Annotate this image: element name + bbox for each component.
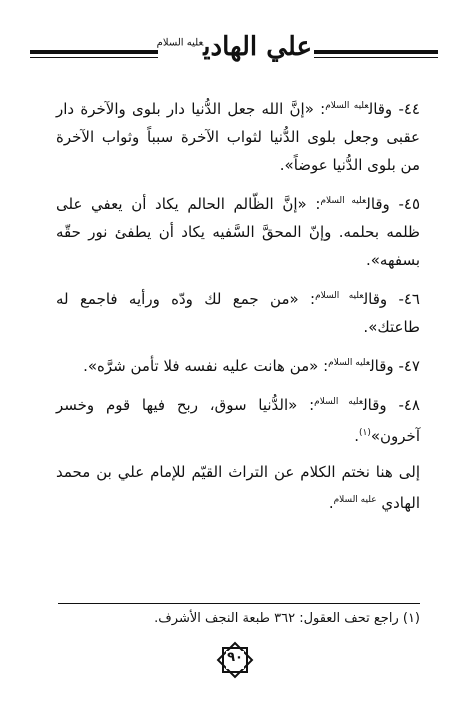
closing-tail: . xyxy=(328,494,334,512)
header-rule-left-thin xyxy=(30,57,158,58)
running-title-honorific: عليه السلام xyxy=(156,37,204,49)
saying-text: : «إنَّ الله جعل الدُّنيا دار بلوى والآخرة دار عقبى وجعل بلوى الدُّنيا لثواب الآخرة سبباً وثواب الآخرة من بلوى الدُّنيا عوضاً». xyxy=(56,100,420,174)
page-number: ٩٠ xyxy=(227,650,243,665)
saying-text: : «إنَّ الظّالم الحالم يكاد أن يعفي على ظلمه بحلمه. وإنّ المحقَّ السَّفيه يكاد أن يطفئ نور حقّه بسفهه». xyxy=(56,195,420,269)
saying-number: ٤٥- xyxy=(398,195,421,213)
saying-47 xyxy=(56,349,420,380)
honorific-mark: عليه السلام xyxy=(328,358,371,368)
saying-44 xyxy=(56,92,420,179)
header-rule-right xyxy=(314,50,438,54)
saying-45 xyxy=(56,187,420,274)
honorific-mark: عليه السلام xyxy=(315,291,364,301)
honorific-mark: عليه السلام xyxy=(320,196,367,206)
saying-intro: وقال xyxy=(366,195,390,213)
saying-number: ٤٨- xyxy=(398,396,420,414)
saying-intro: وقال xyxy=(363,396,387,414)
footnote-reference[interactable]: (١) xyxy=(358,428,371,438)
page-header xyxy=(30,28,438,78)
footnote: (١) راجع تحف العقول: ٣٦٢ طبعة النجف الأشرف. xyxy=(154,611,420,626)
saying-text: : «الدُّنيا سوق، ربح فيها قوم وخسر آخرون» xyxy=(56,396,420,445)
header-rule-left xyxy=(30,50,158,54)
saying-number: ٤٤- xyxy=(398,100,420,118)
closing-text: إلى هنا نختم الكلام عن التراث القيّم للإمام علي بن محمد الهادي xyxy=(56,463,420,512)
saying-number: ٤٧- xyxy=(398,357,420,375)
footnote-divider xyxy=(58,603,420,604)
honorific-mark: عليه السلام xyxy=(333,495,377,505)
header-rule-right-thin xyxy=(314,57,438,58)
saying-intro: وقال xyxy=(368,100,393,118)
main-text xyxy=(56,92,420,525)
saying-46 xyxy=(56,282,420,341)
honorific-mark: عليه السلام xyxy=(314,397,364,407)
saying-48 xyxy=(56,388,420,450)
saying-text: : «من جمع لك ودّه ورأيه فاجمع له طاعتك». xyxy=(56,290,420,336)
page-number-ornament xyxy=(215,640,255,680)
saying-intro: وقال xyxy=(363,290,388,308)
saying-tail: . xyxy=(354,427,359,445)
saying-number: ٤٦- xyxy=(398,290,420,308)
saying-text: : «من هانت عليه نفسه فلا تأمن شرَّه». xyxy=(83,357,329,375)
running-title-text: علي الهادي xyxy=(203,32,312,62)
closing-paragraph xyxy=(56,458,420,517)
honorific-mark: عليه السلام xyxy=(325,101,369,111)
running-title xyxy=(156,32,312,62)
saying-intro: وقال xyxy=(370,357,394,375)
